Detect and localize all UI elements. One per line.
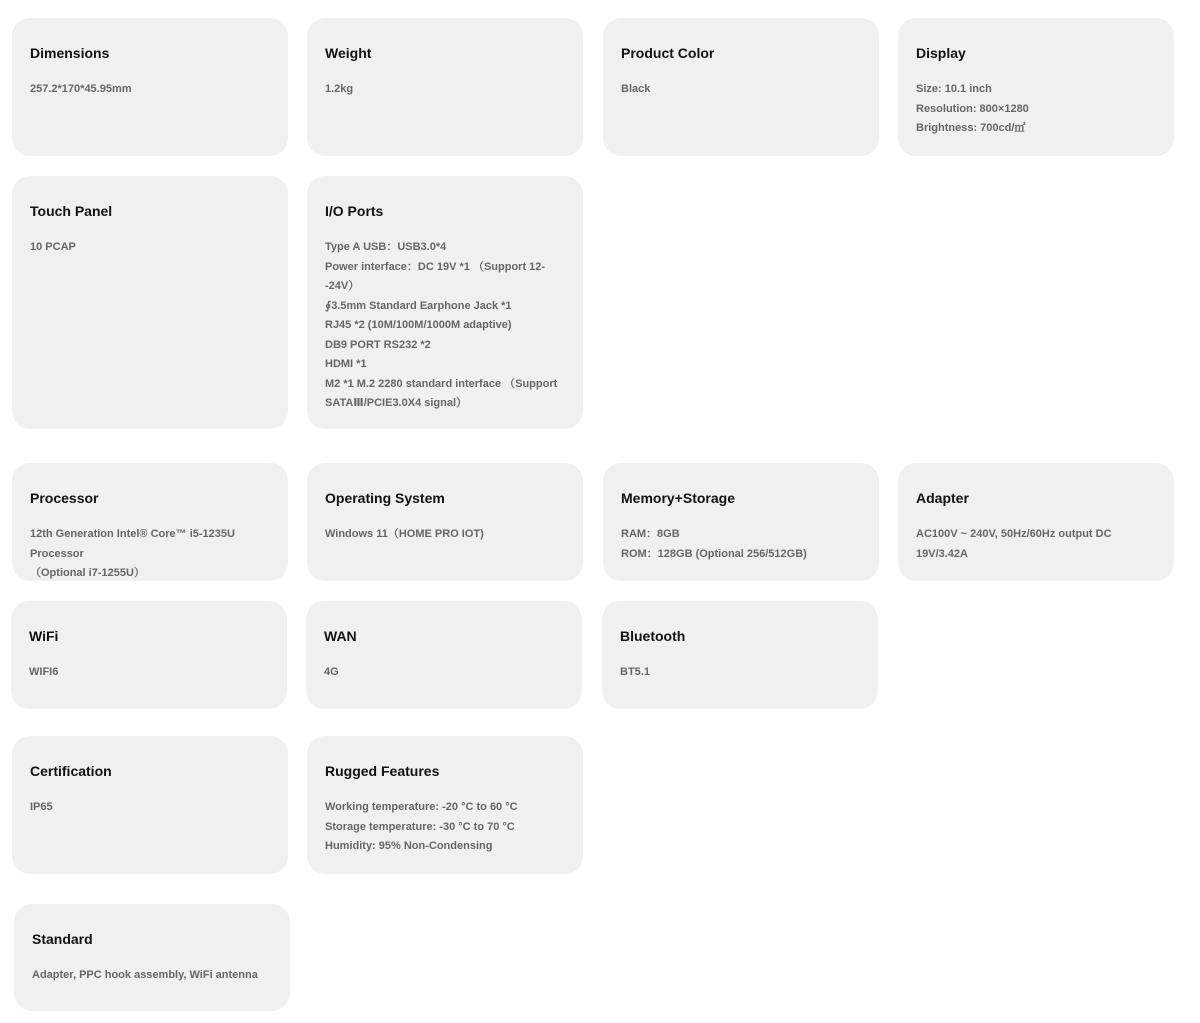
spec-card-wan	[306, 601, 582, 709]
spec-card-rugged-features	[307, 736, 583, 874]
spec-line: IP65	[30, 801, 53, 813]
spec-value	[916, 525, 1156, 564]
spec-value	[324, 663, 564, 683]
spec-title: Rugged Features	[325, 763, 440, 779]
spec-line: 257.2*170*45.95mm	[30, 83, 132, 95]
spec-title: Adapter	[916, 490, 969, 506]
spec-line: DB9 PORT RS232 *2	[325, 338, 431, 351]
spec-line: Resolution: 800×1280	[916, 102, 1029, 115]
spec-line: ∮3.5mm Standard Earphone Jack *1	[325, 299, 512, 312]
spec-value	[30, 80, 270, 100]
spec-line: ROM：128GB (Optional 256/512GB)	[621, 547, 807, 560]
spec-line: 12th Generation Intel® Core™ i5-1235U Processor	[30, 528, 235, 560]
spec-line: Working temperature: -20 °C to 60 °C	[325, 801, 518, 813]
spec-card-dimensions	[12, 18, 288, 156]
spec-value	[916, 80, 1156, 139]
spec-value	[32, 966, 272, 986]
spec-line: Humidity: 95% Non-Condensing	[325, 840, 493, 852]
spec-title: Weight	[325, 45, 372, 61]
spec-line: 1.2kg	[325, 83, 354, 95]
spec-value	[30, 238, 270, 258]
spec-line: Type A USB：USB3.0*4	[325, 241, 447, 253]
spec-title: Processor	[30, 490, 99, 506]
spec-card-memory-storage	[603, 463, 879, 581]
spec-card-weight	[307, 18, 583, 156]
spec-line: SATAⅢ/PCIE3.0X4 signal）	[325, 397, 468, 409]
spec-line: WIFI6	[29, 666, 59, 678]
spec-value	[325, 238, 565, 414]
spec-line: Brightness: 700cd/㎡	[916, 122, 1026, 134]
spec-card-processor	[12, 463, 288, 581]
spec-title: WiFi	[29, 628, 59, 644]
spec-line: BT5.1	[620, 666, 650, 678]
spec-title: Dimensions	[30, 45, 110, 61]
spec-card-certification	[12, 736, 288, 874]
spec-value	[621, 525, 861, 564]
spec-line: RAM：8GB	[621, 528, 680, 540]
spec-card-product-color	[603, 18, 879, 156]
spec-line: Size: 10.1 inch	[916, 83, 992, 95]
spec-line: Adapter, PPC hook assembly, WiFi antenna	[32, 969, 258, 981]
spec-line: （Optional i7-1255U）	[30, 567, 145, 579]
spec-title: Operating System	[325, 490, 445, 506]
spec-line: HDMI *1	[325, 358, 367, 370]
spec-card-standard	[14, 904, 290, 1011]
spec-value	[325, 525, 565, 545]
spec-line: RJ45 *2 (10M/100M/1000M adaptive)	[325, 319, 512, 331]
spec-value	[325, 798, 565, 857]
spec-title: I/O Ports	[325, 203, 384, 219]
spec-line: Power interface：DC 19V *1 （Support 12-	[325, 260, 546, 273]
spec-card-io-ports	[307, 176, 583, 429]
spec-title: Standard	[32, 931, 93, 947]
spec-card-display	[898, 18, 1174, 156]
spec-value	[325, 80, 565, 100]
spec-card-bluetooth	[602, 601, 878, 709]
spec-line: Windows 11（HOME PRO IOT)	[325, 528, 484, 540]
spec-value	[29, 663, 269, 683]
spec-line: Black	[621, 83, 651, 95]
spec-title: Product Color	[621, 45, 715, 61]
spec-title: Bluetooth	[620, 628, 686, 644]
spec-line: AC100V ~ 240V, 50Hz/60Hz output DC 19V/3.42A	[916, 528, 1112, 560]
spec-title: Memory+Storage	[621, 490, 735, 506]
spec-card-touch-panel	[12, 176, 288, 429]
spec-title: Certification	[30, 763, 112, 779]
spec-title: Touch Panel	[30, 203, 113, 219]
spec-value	[621, 80, 861, 100]
spec-line: 10 PCAP	[30, 241, 76, 253]
spec-line: Storage temperature: -30 °C to 70 °C	[325, 820, 515, 833]
spec-card-adapter	[898, 463, 1174, 581]
spec-value	[30, 798, 270, 818]
spec-card-operating-system	[307, 463, 583, 581]
spec-value	[30, 525, 270, 584]
spec-line: 4G	[324, 666, 339, 678]
spec-title: Display	[916, 45, 966, 61]
spec-line: M2 *1 M.2 2280 standard interface （Support	[325, 377, 558, 390]
spec-title: WAN	[324, 628, 357, 644]
spec-value	[620, 663, 860, 683]
spec-card-wifi	[11, 601, 287, 709]
spec-line: -24V）	[325, 280, 360, 292]
